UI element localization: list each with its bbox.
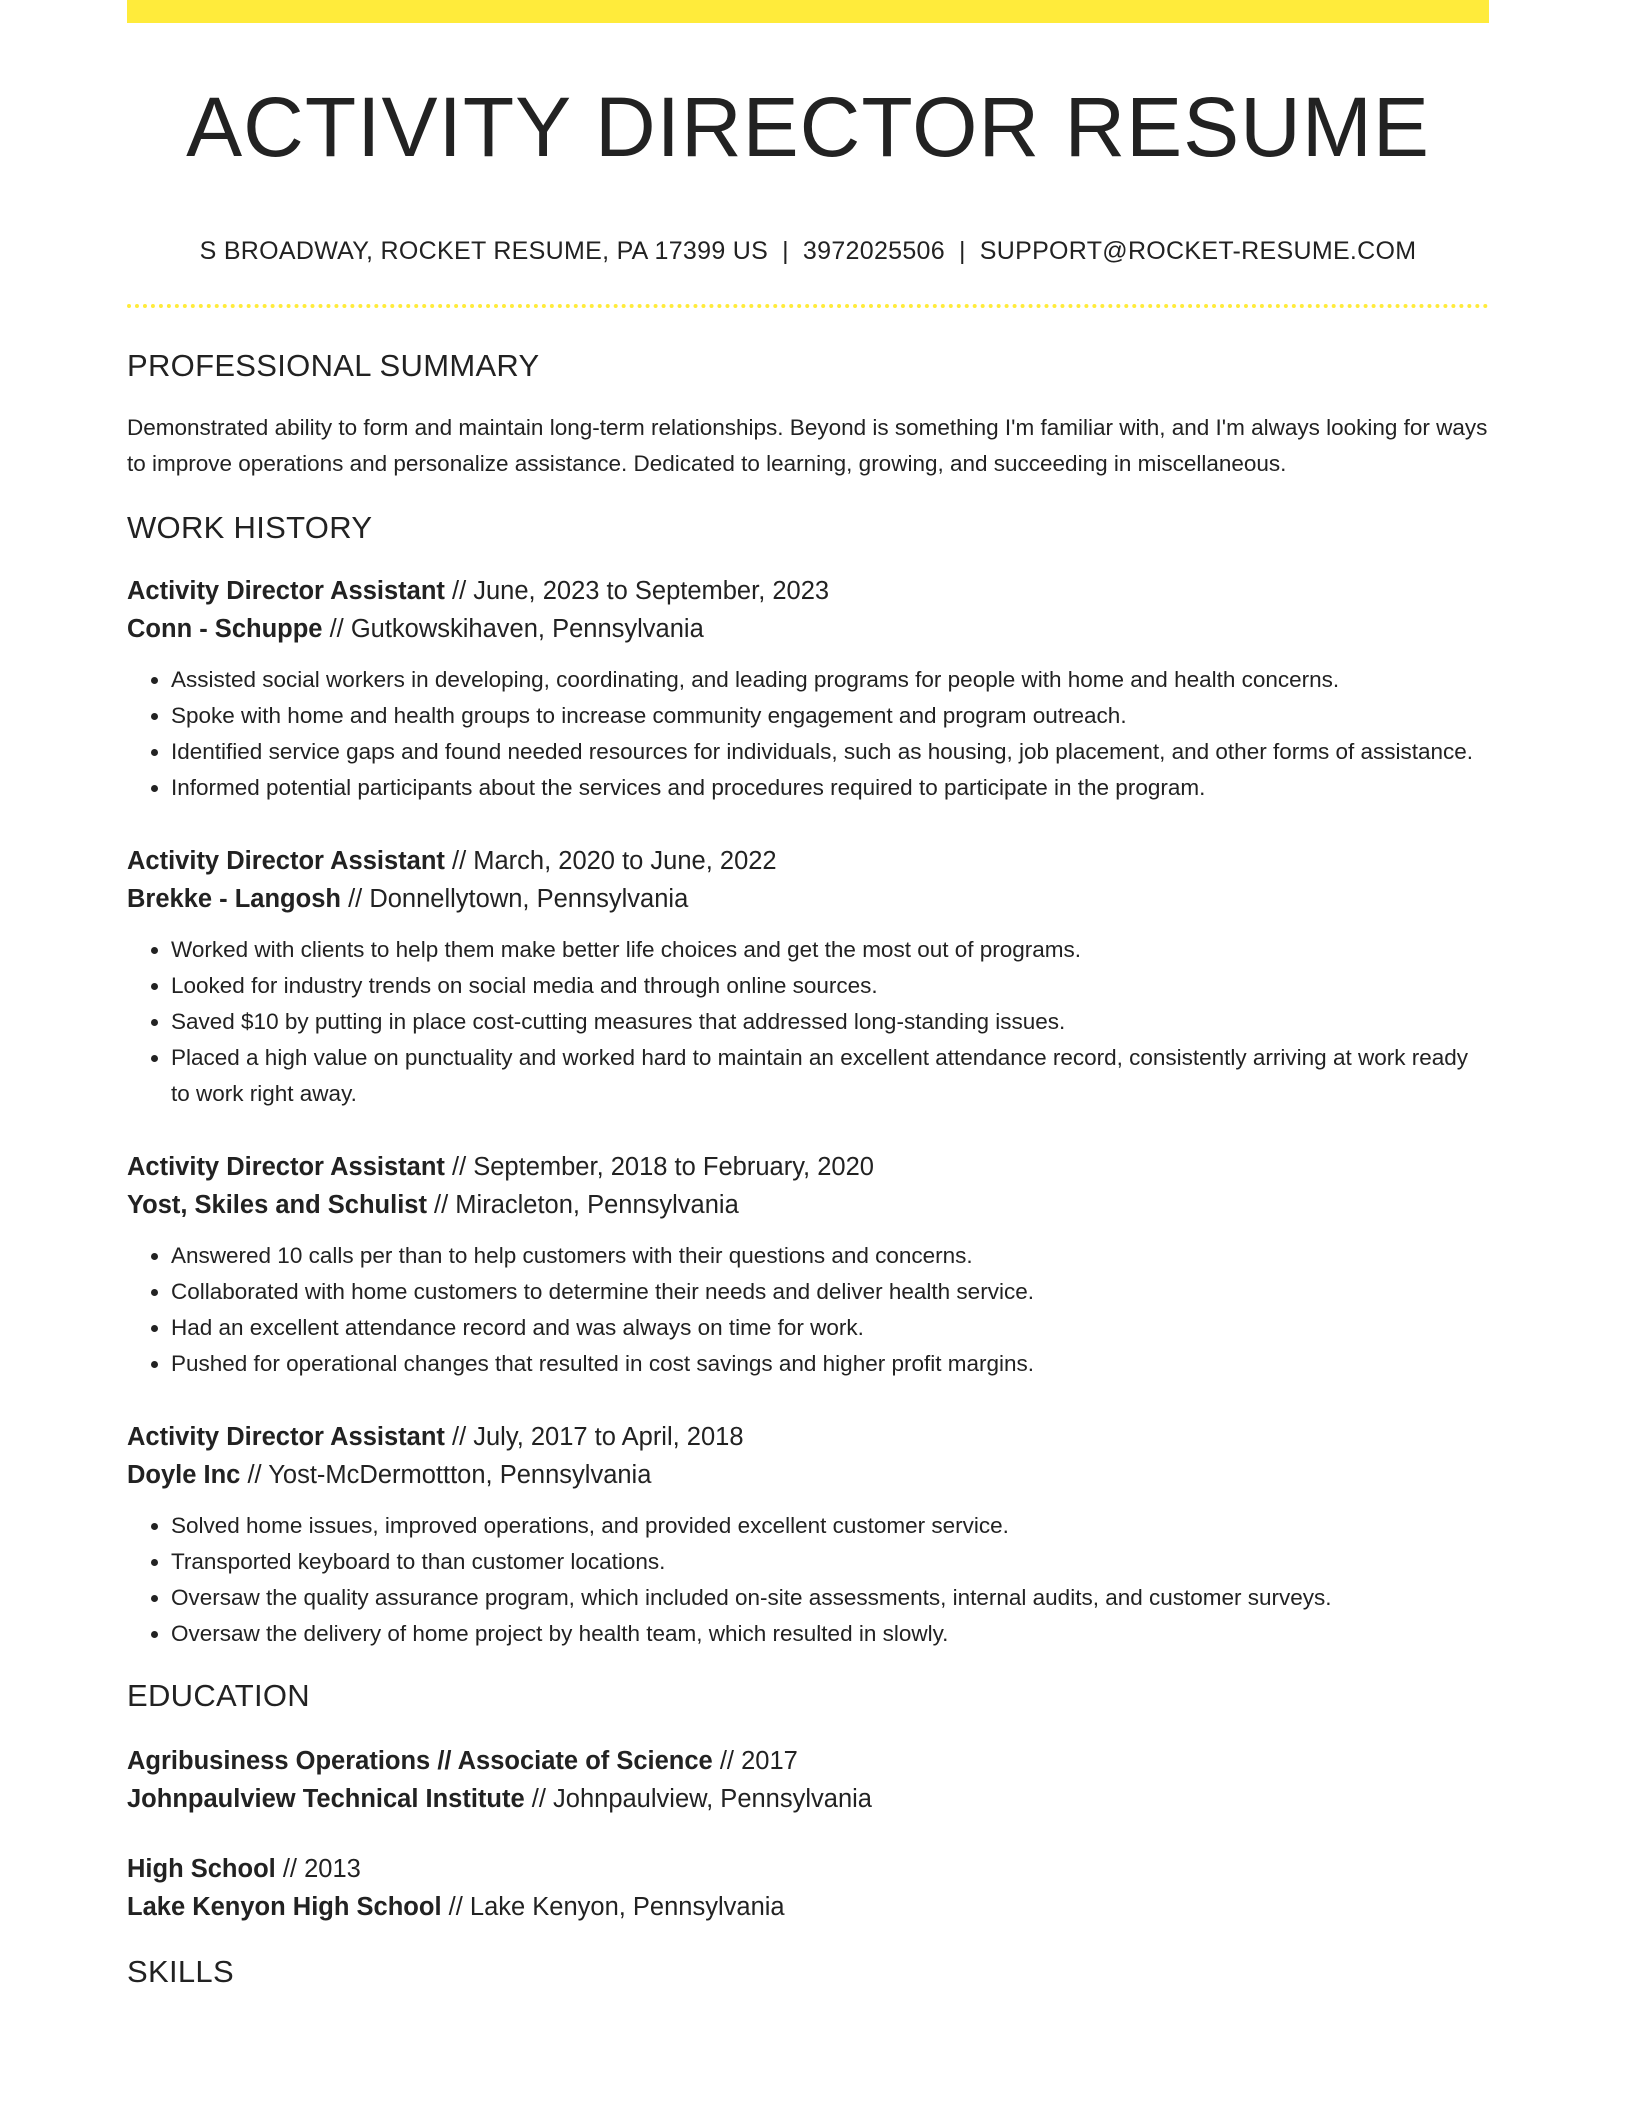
job-bullet: • Worked with clients to help them make better life choices and get the most out of programs. [171,932,1489,968]
job-company-line [127,1186,1489,1224]
education-year: // 2013 [275,1855,361,1884]
job-title-line [127,1148,1489,1186]
job-bullet: • Collaborated with home customers to determine their needs and deliver health service. [171,1274,1489,1310]
contact-line [127,237,1489,266]
job-bullet: • Informed potential participants about the services and procedures required to participate in the program. [171,770,1489,806]
job-dates: // June, 2023 to September, 2023 [444,577,830,606]
contact-email: SUPPORT@ROCKET-RESUME.COM [979,237,1417,266]
job-dates: // March, 2020 to June, 2022 [444,847,777,876]
education-entry [127,1742,1489,1818]
job-title-line [127,572,1489,610]
education-location: // Johnpaulview, Pennsylvania [524,1785,872,1814]
contact-address: S BROADWAY, ROCKET RESUME, PA 17399 US [199,237,769,266]
job-company-line [127,610,1489,648]
section-heading-skills: SKILLS [127,1954,234,1990]
job-dates: // July, 2017 to April, 2018 [444,1423,744,1452]
job-title: Activity Director Assistant [127,847,445,876]
education-degree-line [127,1742,1489,1780]
job-bullet: • Oversaw the quality assurance program, which included on-site assessments, internal audits, and customer surveys. [171,1580,1489,1616]
job-company: Conn - Schuppe [127,615,323,644]
job-bullet: • Looked for industry trends on social media and through online sources. [171,968,1489,1004]
resume-page [127,0,1489,1990]
job-dates: // September, 2018 to February, 2020 [444,1153,874,1182]
education-degree-line [127,1850,1489,1888]
job-bullet: • Identified service gaps and found needed resources for individuals, such as housing, job placement, and other forms of assistance. [171,734,1489,770]
education-degree: Agribusiness Operations // Associate of Science [127,1747,713,1776]
job-entry [127,1418,1489,1652]
resume-title: ACTIVITY DIRECTOR RESUME [186,80,1430,174]
job-company-line [127,1456,1489,1494]
contact-separator: | [958,237,966,266]
job-title-line [127,1418,1489,1456]
job-bullet: • Placed a high value on punctuality and worked hard to maintain an excellent attendance record, consistently arriving at work ready to work right away. [171,1040,1489,1112]
contact-phone: 3972025506 [802,237,945,266]
education-degree: High School [127,1855,276,1884]
job-company: Doyle Inc [127,1461,241,1490]
contact-separator: | [782,237,789,266]
section-heading-summary: PROFESSIONAL SUMMARY [127,348,540,384]
job-entry [127,842,1489,1112]
education-year: // 2017 [712,1747,798,1776]
dotted-divider [127,304,1489,308]
job-bullet: • Solved home issues, improved operations, and provided excellent customer service. [171,1508,1489,1544]
job-bullet: • Answered 10 calls per than to help customers with their questions and concerns. [171,1238,1489,1274]
job-bullets [127,1238,1489,1382]
education-school-line [127,1888,1489,1926]
job-bullet: • Oversaw the delivery of home project by health team, which resulted in slowly. [171,1616,1489,1652]
job-entry [127,572,1489,806]
job-bullet: • Spoke with home and health groups to increase community engagement and program outreach. [171,698,1489,734]
job-bullet: • Had an excellent attendance record and was always on time for work. [171,1310,1489,1346]
section-heading-work-history: WORK HISTORY [127,510,373,546]
job-entry [127,1148,1489,1382]
summary-text: Demonstrated ability to form and maintain long-term relationships. Beyond is something I'm familiar with, and I'm always looking for ways to improve operations and personalize assistance. Dedicated to learning, growing, and succeeding in miscellaneous. [127,415,1488,477]
education-school: Johnpaulview Technical Institute [127,1785,525,1814]
job-bullets [127,1508,1489,1652]
job-bullet: • Saved $10 by putting in place cost-cutting measures that addressed long-standing issues. [171,1004,1489,1040]
education-school-line [127,1780,1489,1818]
job-title: Activity Director Assistant [127,1423,445,1452]
job-title-line [127,842,1489,880]
job-location: // Gutkowskihaven, Pennsylvania [322,615,704,644]
education-location: // Lake Kenyon, Pennsylvania [441,1893,785,1922]
job-bullet: • Transported keyboard to than customer locations. [171,1544,1489,1580]
job-location: // Miracleton, Pennsylvania [426,1191,739,1220]
job-company-line [127,880,1489,918]
job-title: Activity Director Assistant [127,1153,445,1182]
job-bullet: • Pushed for operational changes that resulted in cost savings and higher profit margins. [171,1346,1489,1382]
job-location: // Donnellytown, Pennsylvania [340,885,689,914]
job-bullet: • Assisted social workers in developing, coordinating, and leading programs for people with home and health concerns. [171,662,1489,698]
job-company: Yost, Skiles and Schulist [127,1191,427,1220]
job-company: Brekke - Langosh [127,885,341,914]
section-heading-education: EDUCATION [127,1678,310,1714]
job-bullets [127,662,1489,806]
education-entry [127,1850,1489,1926]
job-title: Activity Director Assistant [127,577,445,606]
job-bullets [127,932,1489,1112]
job-location: // Yost-McDermottton, Pennsylvania [240,1461,652,1490]
education-school: Lake Kenyon High School [127,1893,442,1922]
accent-top-bar [127,0,1489,23]
